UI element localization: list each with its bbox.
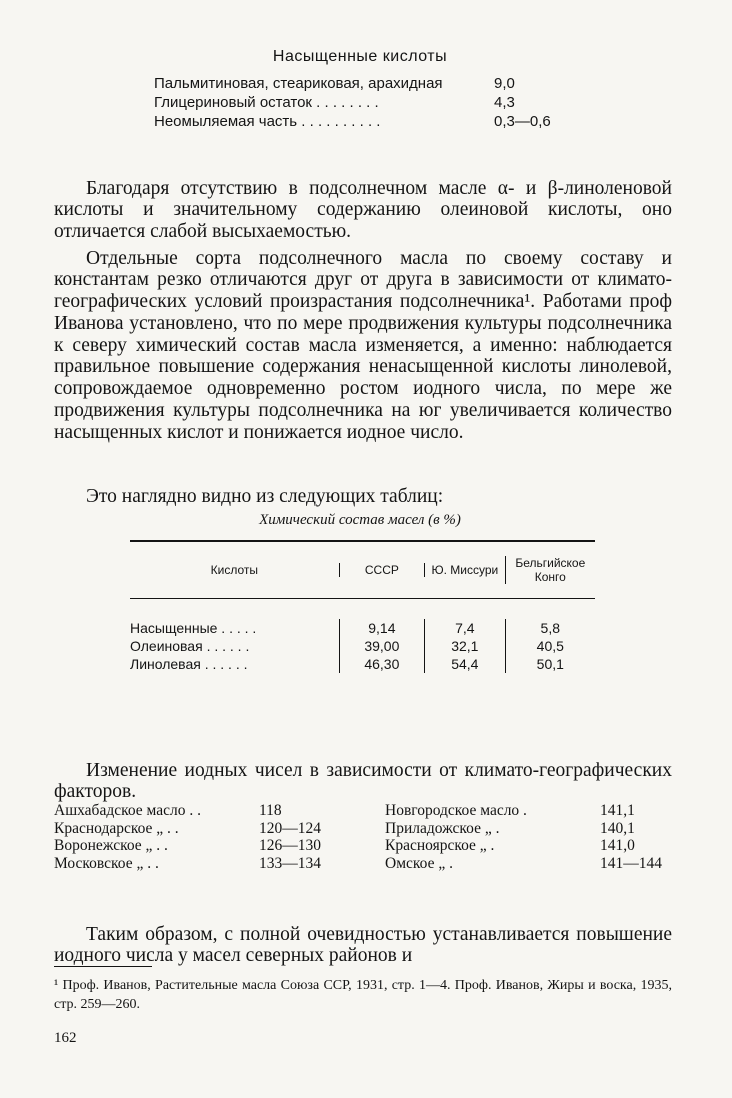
table-cell: 9,14 [339,619,424,637]
page-number: 162 [54,1030,77,1046]
header-missouri: Ю. Миссури [424,563,504,577]
list-item [154,74,594,93]
oil-name: Ашхабадское масло . . [54,802,201,819]
paragraph-drying: Благодаря отсутствию в подсолнечном масле α- и β-линоленовой кислоты и значительному содержанию олеиновой кислоты, оно отличается слабой высыхаемостью. [54,177,672,243]
table-cell: 40,5 [505,637,595,655]
iodine-value: 141,0 [600,837,635,854]
table-cell: Линолевая . . . . . . [130,656,248,672]
iodine-values-list [54,802,674,872]
table-cell: 32,1 [424,637,504,655]
list-item-name: Пальмитиновая, стеариковая, арахидная [154,75,443,92]
iodine-value: 141—144 [600,854,662,872]
iodine-value: 140,1 [600,819,635,837]
table-header [130,542,595,599]
list-item [154,112,594,131]
iodine-value: 118 [259,802,282,819]
table-cell: 50,1 [505,655,595,673]
oil-name: Приладожское „ . [385,819,500,837]
table-row [130,619,595,637]
table-cell: Олеиновая . . . . . . [130,638,250,654]
oil-name: Омское „ . [385,854,453,872]
table-row [130,655,595,673]
paragraph-iodine-heading: Изменение иодных чисел в зависимости от климато-географических факторов. [54,759,672,803]
oil-name: Московское „ . . [54,854,159,872]
table-cell: 39,00 [339,637,424,655]
oil-name: Новгородское масло . [385,802,527,819]
oil-name: Воронежское „ . . [54,837,168,854]
list-item [54,855,674,873]
table-cell: 46,30 [339,655,424,673]
table-body [130,599,595,709]
header-congo: Бельгийское Конго [505,556,595,584]
footnote: ¹ Проф. Иванов, Растительные масла Союза ССР, 1931, стр. 1—4. Проф. Иванов, Жиры и воска, 1935, стр. 259—260. [54,978,672,1012]
oil-name: Красноярское „ . [385,837,495,854]
iodine-value: 141,1 [600,802,635,819]
list-item [54,837,674,855]
table-row [130,637,595,655]
saturated-acids-title: Насыщенные кислоты [272,48,448,65]
list-item-name: Неомыляемая часть . . . . . . . . . . [154,113,381,130]
table-cell: 5,8 [505,619,595,637]
table-cell: 7,4 [424,619,504,637]
oil-name: Краснодарское „ . . [54,819,179,837]
table-caption: Химический состав масел (в %) [259,512,461,528]
list-item [54,802,674,820]
list-item-value: 4,3 [494,94,515,111]
paragraph-varieties: Отдельные сорта подсолнечного масла по своему составу и константам резко отличаются друг от друга в зависимости от климато-географических условий произрастания подсолнечника¹. Работами проф Иванова установлено, что по мере продвижения культуры подсолнечника к северу химический состав масла изменяется, а именно: наблюдается правильное повышение содержания ненасыщенной кислоты линолевой, сопровождаемое одновременно ростом иодного числа, по мере же продвижения культуры подсолнечника на юг увеличивается количество насыщенных кислот и понижается иодное число. [54,247,672,443]
footnote-divider [54,966,152,967]
composition-table [130,540,595,709]
iodine-value: 120—124 [259,819,321,837]
list-item [54,820,674,838]
table-cell: 54,4 [424,655,504,673]
paragraph-tables-intro: Это наглядно видно из следующих таблиц: [86,485,444,507]
list-item [154,93,594,112]
list-item-value: 0,3—0,6 [494,113,551,130]
header-ussr: СССР [339,563,424,577]
list-item-name: Глицериновый остаток . . . . . . . . [154,94,379,111]
paragraph-conclusion: Таким образом, с полной очевидностью устанавливается повышение иодного числа у масел северных районов и [54,923,672,967]
table-cell: Насыщенные . . . . . [130,620,257,636]
saturated-acids-list [154,74,594,131]
iodine-value: 126—130 [259,837,321,854]
iodine-value: 133—134 [259,854,321,872]
list-item-value: 9,0 [494,75,515,92]
header-acids: Кислоты [210,563,258,577]
